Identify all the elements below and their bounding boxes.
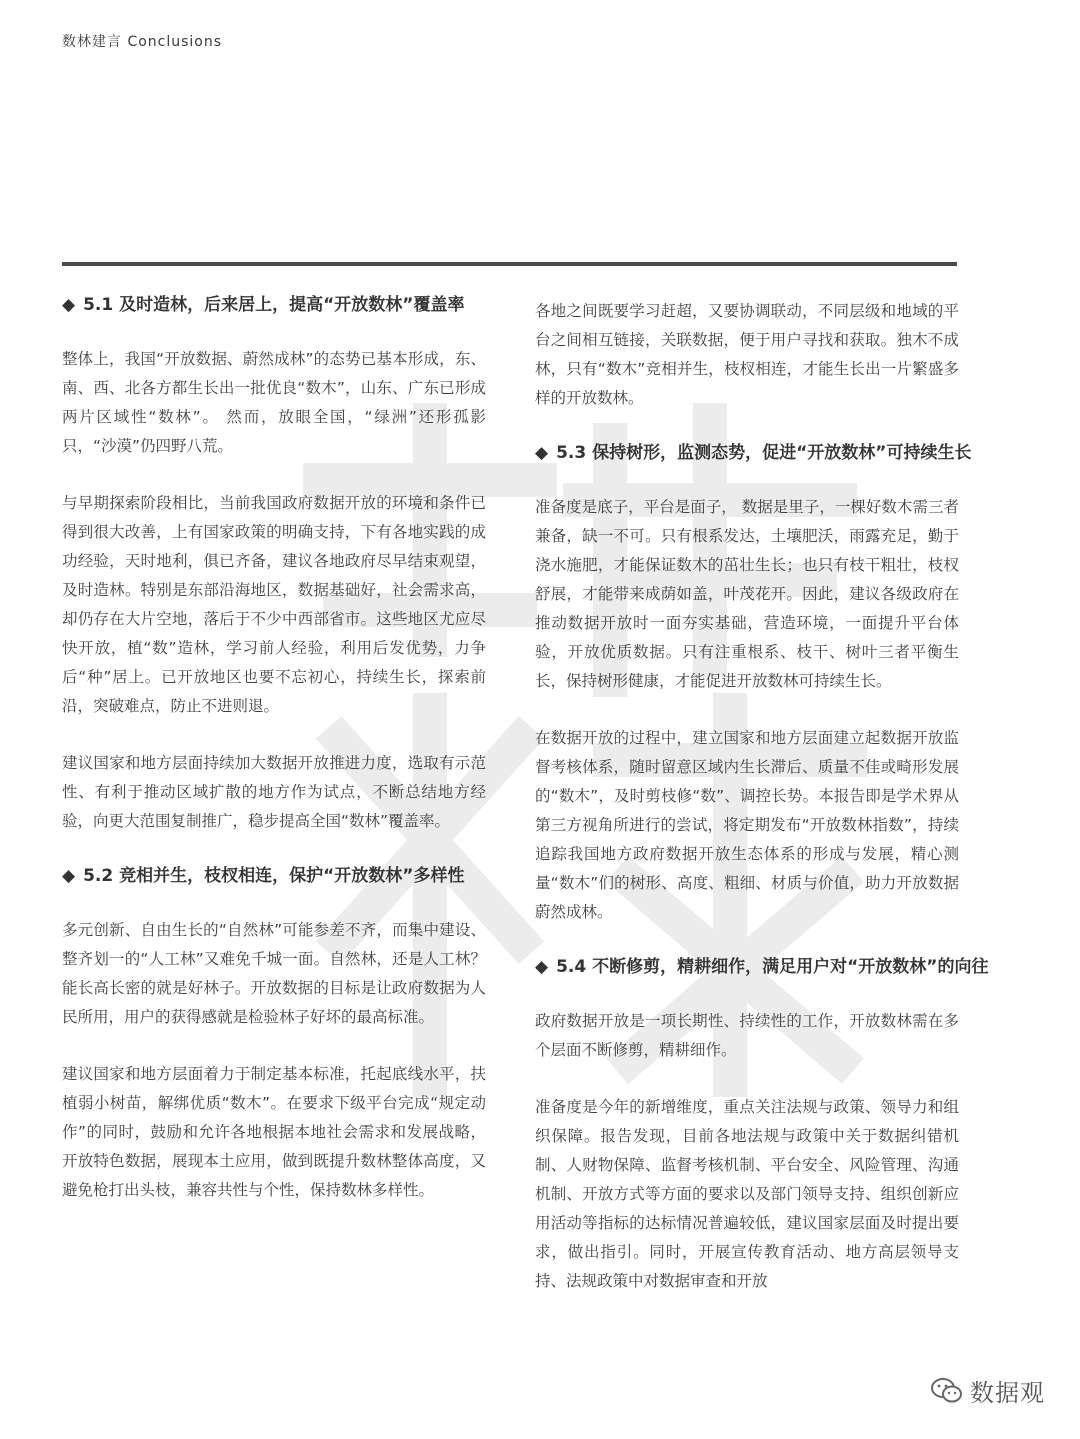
section-title-5-4: ◆ 5.4 不断修剪，精耕细作，满足用户对“开放数林”的向往 xyxy=(535,957,989,977)
wechat-account-logo xyxy=(930,1373,1045,1408)
diamond-icon: ◆ xyxy=(62,866,76,886)
paragraph: 准备度是今年的新增维度，重点关注法规与政策、领导力和组织保障。报告发现，目前各地法规与政策中关于数据纠错机制、人财物保障、监督考核机制、平台安全、风险管理、沟通机制、开放方式等方面的要求以及部门领导支持、组织创新应用活动等指标的达标情况普遍较低，建议国家层面及时提出要求，做出指引。同时，开展宣传教育活动、地方高层领导支持、法规政策中对数据审查和开放 xyxy=(535,1098,959,1290)
header-divider xyxy=(62,262,957,266)
paragraph: 多元创新、自由生长的“自然林”可能参差不齐，而集中建设、整齐划一的“人工林”又难免千城一面。自然林，还是人工林？能长高长密的就是好林子。开放数据的目标是让政府数据为人民所用，用户的获得感就是检验林子好坏的最高标准。 xyxy=(62,921,486,1026)
section-title-5-2: ◆ 5.2 竞相并生，枝杈相连，保护“开放数林”多样性 xyxy=(62,866,465,886)
wechat-icon xyxy=(930,1377,964,1405)
diamond-icon: ◆ xyxy=(535,957,549,977)
logo-text: 数据观 xyxy=(970,1379,1045,1407)
paragraph: 建议国家和地方层面着力于制定基本标准，托起底线水平，扶植弱小树苗，解绑优质“数木”。在要求下级平台完成“规定动作”的同时，鼓励和允许各地根据本地社会需求和发展战略，开放特色数据，展现本土应用，做到既提升数林整体高度，又避免枪打出头枝，兼容共性与个性，保持数林多样性。 xyxy=(62,1065,486,1199)
paragraph: 准备度是底子，平台是面子， 数据是里子，一棵好数木需三者兼备，缺一不可。只有根系发达，土壤肥沃，雨露充足，勤于浇水施肥，才能保证数木的茁壮生长；也只有枝干粗壮，枝杈舒展，才能带来成荫如盖，叶茂花开。因此，建议各级政府在推动数据开放时一面夯实基础，营造环境，一面提升平台体验，开放优质数据。只有注重根系、枝干、树叶三者平衡生长，保持树形健康，才能促进开放数林可持续生长。 xyxy=(535,498,959,690)
paragraph: 建议国家和地方层面持续加大数据开放推进力度，选取有示范性、有利于推动区域扩散的地方作为试点，不断总结地方经验，向更大范围复制推广，稳步提高全国“数林”覆盖率。 xyxy=(62,754,486,830)
paragraph: 各地之间既要学习赶超，又要协调联动，不同层级和地域的平台之间相互链接，关联数据，便于用户寻找和获取。独木不成林，只有“数木”竞相并生，枝杈相连，才能生长出一片繁盛多样的开放数林。 xyxy=(535,302,959,407)
paragraph: 在数据开放的过程中，建立国家和地方层面建立起数据开放监督考核体系，随时留意区域内生长滞后、质量不佳或畸形发展的“数木”，及时剪枝修“数”、调控长势。本报告即是学术界从第三方视角所进行的尝试，将定期发布“开放数林指数”，持续追踪我国地方政府数据开放生态体系的形成与发展，精心测量“数木”们的树形、高度、粗细、材质与价值，助力开放数据蔚然成林。 xyxy=(535,729,959,921)
left-column xyxy=(62,290,486,1205)
section-title-5-1: ◆ 5.1 及时造林，后来居上，提高“开放数林”覆盖率 xyxy=(62,295,465,315)
paragraph: 整体上，我国“开放数据、蔚然成林”的态势已基本形成，东、南、西、北各方都生长出一批优良“数木”，山东、广东已形成两片区域性“数林”。 然而，放眼全国，“绿洲”还形孤影只，“沙漠”仍四野八荒。 xyxy=(62,350,486,455)
paragraph: 与早期探索阶段相比，当前我国政府数据开放的环境和条件已得到很大改善，上有国家政策的明确支持，下有各地实践的成功经验，天时地利，俱已齐备，建议各地政府尽早结束观望，及时造林。特别是东部沿海地区，数据基础好，社会需求高，却仍存在大片空地，落后于不少中西部省市。这些地区尤应尽快开放，植“数”造林，学习前人经验，利用后发优势，力争后“种”居上。已开放地区也要不忘初心，持续生长，探索前沿，突破难点，防止不进则退。 xyxy=(62,494,486,715)
diamond-icon: ◆ xyxy=(535,443,549,463)
page-header: 数林建言 Conclusions xyxy=(62,34,223,50)
right-column xyxy=(535,297,989,1296)
section-title-5-3: ◆ 5.3 保持树形，监测态势，促进“开放数林”可持续生长 xyxy=(535,443,972,463)
diamond-icon: ◆ xyxy=(62,295,76,315)
paragraph: 政府数据开放是一项长期性、持续性的工作，开放数林需在多个层面不断修剪，精耕细作。 xyxy=(535,1012,959,1059)
